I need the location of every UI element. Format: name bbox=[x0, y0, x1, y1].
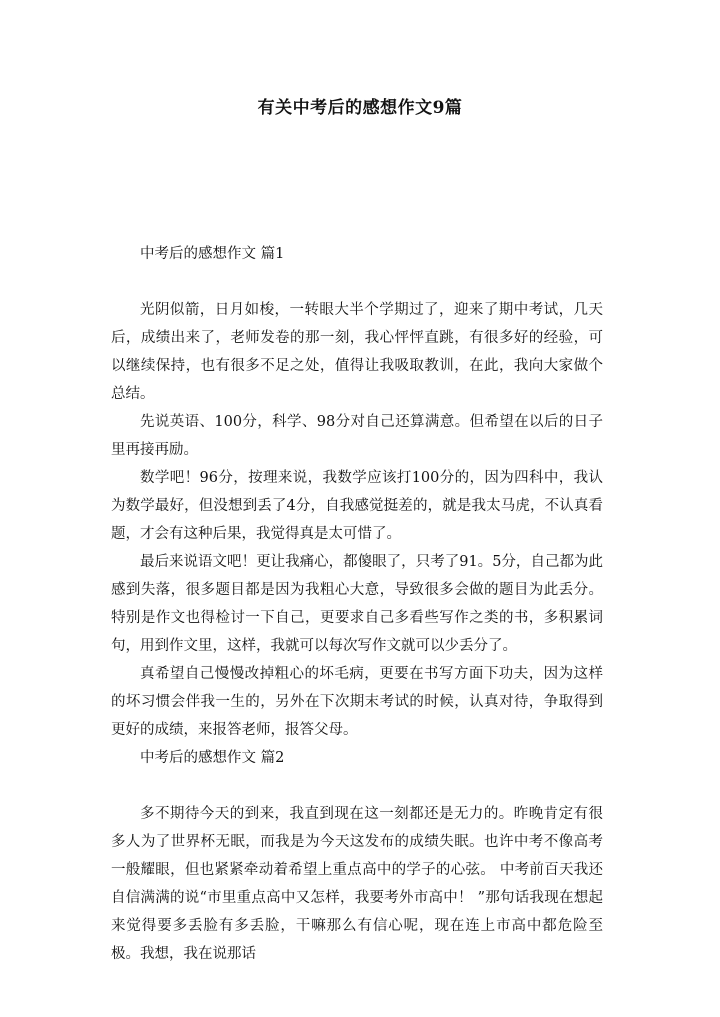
section-spacer bbox=[111, 772, 603, 800]
section-heading: 中考后的感想作文 篇2 bbox=[140, 750, 285, 766]
section-2 bbox=[111, 744, 603, 968]
document-title: 有关中考后的感想作文9篇 bbox=[257, 98, 463, 118]
paragraph: 多不期待今天的到来，我直到现在这一刻都还是无力的。昨晚肯定有很多人为了世界杯无眠，而我是为今天这发布的成绩失眠。也许中考不像高考一般耀眼，但也紧紧牵动着希望上重点高中的学子的心弦。 中考前百天我还自信满满的说“市里重点高中又怎样，我要考外市高中！ ”那句话我现在想起来觉得要多丢脸有多丢脸，干嘛那么有信心呢，现在连上市高中都危险至极。我想，我在说那话 bbox=[111, 806, 603, 962]
paragraph: 数学吧！96分，按理来说，我数学应该打100分的，因为四科中，我认为数学最好，但没想到丢了4分，自我感觉挺差的，就是我太马虎，不认真看题，才会有这种后果，我觉得真是太可惜了。 bbox=[111, 470, 603, 542]
document-body bbox=[111, 240, 603, 968]
paragraph: 最后来说语文吧！更让我痛心，都傻眼了，只考了91。5分，自己都为此感到失落，很多题目都是因为我粗心大意，导致很多会做的题目为此丢分。特别是作文也得检讨一下自己，更要求自己多看些写作之类的书，多积累词句，用到作文里，这样，我就可以每次写作文就可以少丢分了。 bbox=[111, 554, 603, 654]
paragraph: 真希望自己慢慢改掉粗心的坏毛病，更要在书写方面下功夫，因为这样的坏习惯会伴我一生的，另外在下次期末考试的时候，认真对待，争取得到更好的成绩，来报答老师，报答父母。 bbox=[111, 666, 603, 738]
section-heading: 中考后的感想作文 篇1 bbox=[140, 246, 285, 262]
paragraph: 光阴似箭，日月如梭，一转眼大半个学期过了，迎来了期中考试，几天后，成绩出来了，老师发卷的那一刻，我心怦怦直跳，有很多好的经验，可以继续保持，也有很多不足之处，值得让我吸取教训，在此，我向大家做个总结。 bbox=[111, 302, 603, 402]
paragraph: 先说英语、100分，科学、98分对自己还算满意。但希望在以后的日子里再接再励。 bbox=[111, 414, 603, 458]
section-1 bbox=[111, 240, 603, 744]
section-spacer bbox=[111, 268, 603, 296]
